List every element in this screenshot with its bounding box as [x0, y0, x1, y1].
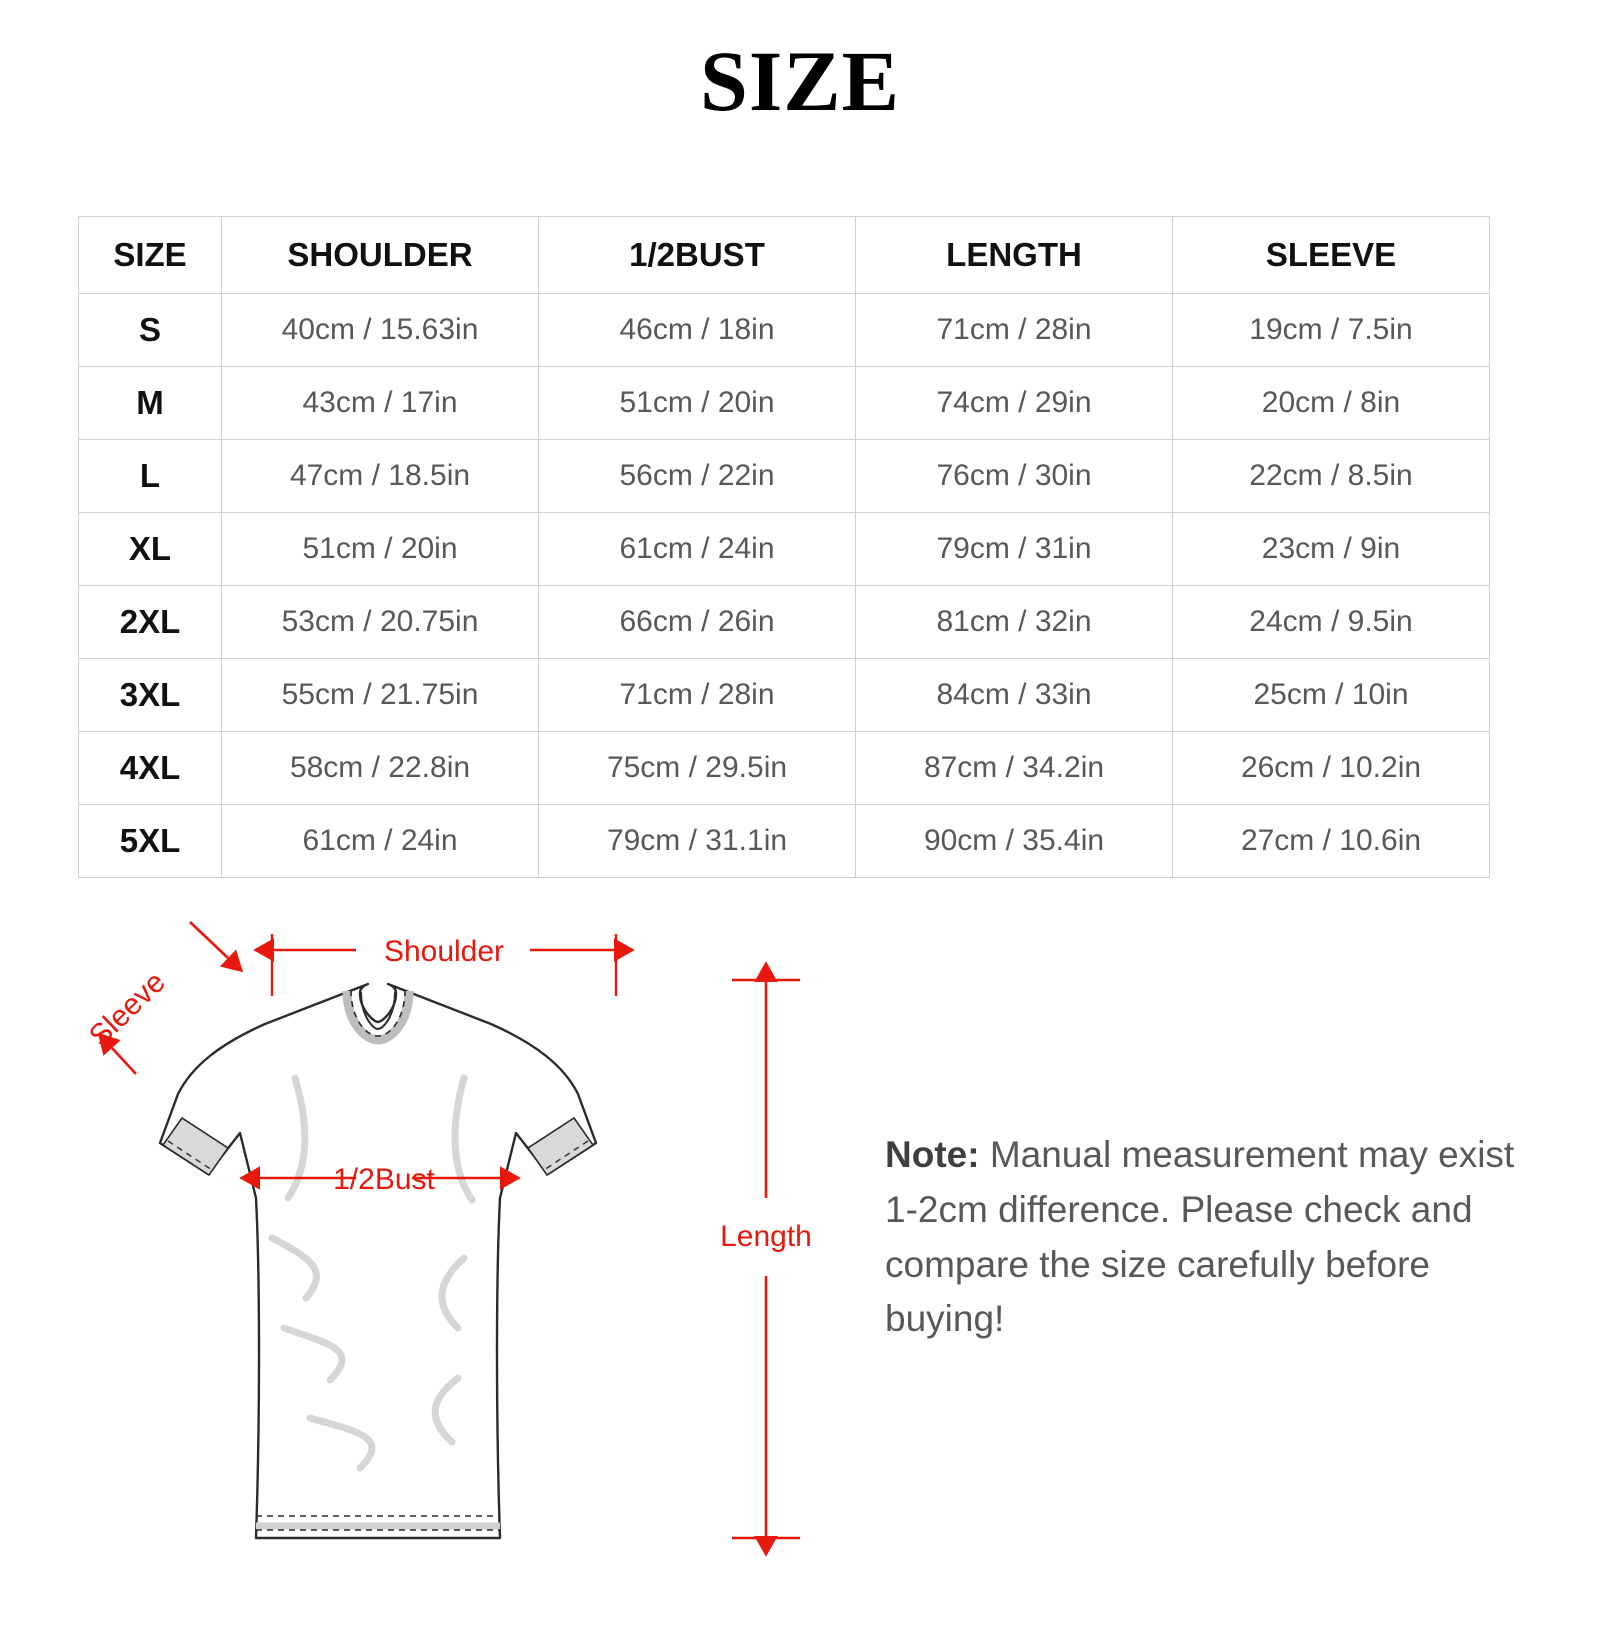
cell-size: S: [79, 294, 222, 367]
cell-length: 71cm / 28in: [856, 294, 1173, 367]
cell-size: M: [79, 367, 222, 440]
cell-sleeve: 23cm / 9in: [1173, 513, 1490, 586]
cell-sleeve: 22cm / 8.5in: [1173, 440, 1490, 513]
shoulder-label: Shoulder: [383, 935, 505, 968]
cell-length: 84cm / 33in: [856, 659, 1173, 732]
cell-size: 4XL: [79, 732, 222, 805]
cell-half-bust: 75cm / 29.5in: [539, 732, 856, 805]
cell-shoulder: 53cm / 20.75in: [222, 586, 539, 659]
cell-length: 90cm / 35.4in: [856, 805, 1173, 878]
table-row: [79, 732, 1490, 805]
column-header-shoulder: SHOULDER: [222, 217, 539, 294]
table-header-row: [79, 217, 1490, 294]
cell-half-bust: 56cm / 22in: [539, 440, 856, 513]
column-header-half-bust: 1/2BUST: [539, 217, 856, 294]
cell-shoulder: 47cm / 18.5in: [222, 440, 539, 513]
column-header-length: LENGTH: [856, 217, 1173, 294]
cell-length: 81cm / 32in: [856, 586, 1173, 659]
tshirt-illustration: [160, 984, 596, 1538]
cell-half-bust: 79cm / 31.1in: [539, 805, 856, 878]
cell-size: 5XL: [79, 805, 222, 878]
cell-shoulder: 51cm / 20in: [222, 513, 539, 586]
cell-shoulder: 40cm / 15.63in: [222, 294, 539, 367]
note-body: Manual measurement may exist 1-2cm difference. Please check and compare the size carefully before buying!: [885, 1134, 1515, 1340]
cell-half-bust: 66cm / 26in: [539, 586, 856, 659]
cell-sleeve: 24cm / 9.5in: [1173, 586, 1490, 659]
cell-length: 79cm / 31in: [856, 513, 1173, 586]
cell-size: L: [79, 440, 222, 513]
cell-half-bust: 71cm / 28in: [539, 659, 856, 732]
sleeve-label: Sleeve: [82, 965, 172, 1053]
table-row: [79, 294, 1490, 367]
cell-half-bust: 46cm / 18in: [539, 294, 856, 367]
cell-length: 76cm / 30in: [856, 440, 1173, 513]
tshirt-measurement-diagram: [60, 898, 860, 1598]
shoulder-measurement-arrow: [272, 934, 616, 996]
cell-shoulder: 61cm / 24in: [222, 805, 539, 878]
half-bust-label: 1/2Bust: [333, 1163, 435, 1196]
size-chart-table: [78, 216, 1490, 878]
cell-sleeve: 19cm / 7.5in: [1173, 294, 1490, 367]
column-header-sleeve: SLEEVE: [1173, 217, 1490, 294]
cell-size: 3XL: [79, 659, 222, 732]
length-label: Length: [720, 1220, 812, 1253]
column-header-size: SIZE: [79, 217, 222, 294]
cell-sleeve: 25cm / 10in: [1173, 659, 1490, 732]
cell-length: 87cm / 34.2in: [856, 732, 1173, 805]
table-row: [79, 440, 1490, 513]
size-chart-table-wrapper: [78, 216, 1490, 878]
note-prefix: Note:: [885, 1134, 980, 1175]
page-title: SIZE: [699, 33, 901, 129]
length-measurement-arrow: [720, 980, 812, 1538]
cell-shoulder: 58cm / 22.8in: [222, 732, 539, 805]
cell-half-bust: 61cm / 24in: [539, 513, 856, 586]
table-row: [79, 659, 1490, 732]
cell-sleeve: 26cm / 10.2in: [1173, 732, 1490, 805]
cell-sleeve: 20cm / 8in: [1173, 367, 1490, 440]
table-row: [79, 513, 1490, 586]
cell-size: 2XL: [79, 586, 222, 659]
table-row: [79, 586, 1490, 659]
table-row: [79, 367, 1490, 440]
cell-sleeve: 27cm / 10.6in: [1173, 805, 1490, 878]
note-text: [885, 1128, 1545, 1347]
sleeve-measurement-arrow: [83, 922, 228, 1074]
cell-shoulder: 43cm / 17in: [222, 367, 539, 440]
cell-length: 74cm / 29in: [856, 367, 1173, 440]
table-row: [79, 805, 1490, 878]
cell-half-bust: 51cm / 20in: [539, 367, 856, 440]
cell-shoulder: 55cm / 21.75in: [222, 659, 539, 732]
cell-size: XL: [79, 513, 222, 586]
